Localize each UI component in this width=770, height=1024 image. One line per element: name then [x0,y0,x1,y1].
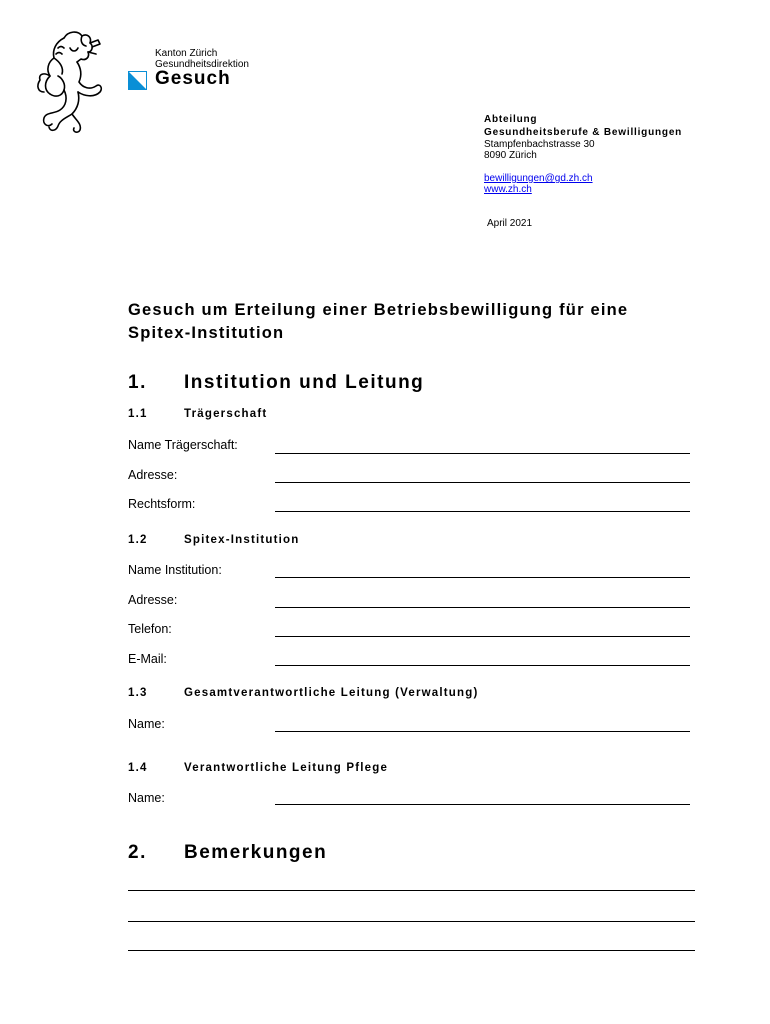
subsection-1-2-title: Spitex-Institution [184,534,300,546]
subsection-1-4-title: Verantwortliche Leitung Pflege [184,762,389,774]
document-title-line-2: Spitex-Institution [128,324,285,342]
remarks-line-2[interactable] [128,921,695,922]
section-2-title: Bemerkungen [184,842,328,863]
remarks-line-1[interactable] [128,890,695,891]
department-label: Abteilung [484,114,538,125]
section-1-number: 1. [128,372,147,393]
field-line-telefon[interactable] [275,636,690,637]
field-line-email[interactable] [275,665,690,666]
canton-name: Kanton Zürich [155,48,218,59]
street-address: Stampfenbachstrasse 30 [484,139,595,150]
field-label-telefon: Telefon: [128,622,172,636]
email-link[interactable]: bewilligungen@gd.zh.ch [484,173,593,184]
field-label-rechtsform: Rechtsform: [128,497,196,511]
field-label-name-pflege: Name: [128,791,165,805]
directorate-name: Gesundheitsdirektion [155,59,249,70]
section-2-number: 2. [128,842,147,863]
field-line-name-verwaltung[interactable] [275,731,690,732]
field-line-name-pflege[interactable] [275,804,690,805]
field-label-adresse-traegerschaft: Adresse: [128,468,178,482]
field-label-name-institution: Name Institution: [128,563,222,577]
subsection-1-3-title: Gesamtverantwortliche Leitung (Verwaltung) [184,687,479,699]
field-label-name-verwaltung: Name: [128,717,165,731]
document-type-heading: Gesuch [155,68,231,89]
zurich-flag-icon [128,71,147,90]
zurich-lion-icon [34,28,106,138]
subsection-1-4-number: 1.4 [128,762,148,774]
document-date: April 2021 [487,218,533,229]
document-title [128,299,728,345]
field-label-name-traegerschaft: Name Trägerschaft: [128,438,238,452]
document-title-line-1: Gesuch um Erteilung einer Betriebsbewilligung für eine [128,301,629,319]
field-line-adresse-institution[interactable] [275,607,690,608]
subsection-1-1-title: Trägerschaft [184,408,268,420]
remarks-line-3[interactable] [128,950,695,951]
field-label-adresse-institution: Adresse: [128,593,178,607]
field-label-email: E-Mail: [128,652,167,666]
field-line-adresse-traegerschaft[interactable] [275,482,690,483]
field-line-rechtsform[interactable] [275,511,690,512]
city-address: 8090 Zürich [484,150,537,161]
field-line-name-institution[interactable] [275,577,690,578]
website-link[interactable]: www.zh.ch [484,184,532,195]
subsection-1-2-number: 1.2 [128,534,148,546]
department-name: Gesundheitsberufe & Bewilligungen [484,127,683,138]
section-1-title: Institution und Leitung [184,372,425,393]
subsection-1-1-number: 1.1 [128,408,148,420]
field-line-name-traegerschaft[interactable] [275,453,690,454]
subsection-1-3-number: 1.3 [128,687,148,699]
